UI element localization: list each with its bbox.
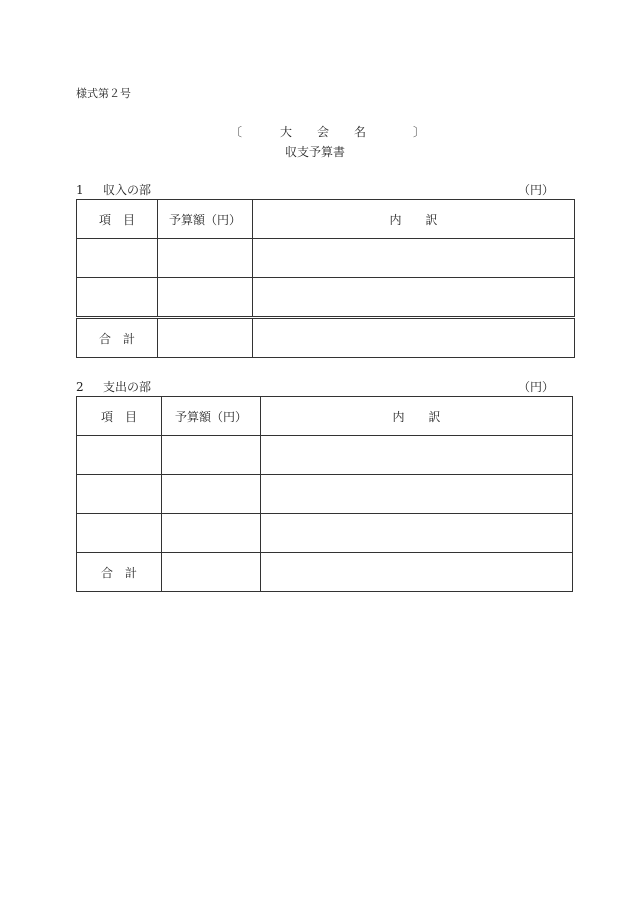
expense-total-row	[77, 553, 573, 592]
event-name-line	[230, 123, 425, 139]
expense-row-1-item[interactable]	[77, 436, 162, 475]
expense-total-breakdown[interactable]	[261, 553, 573, 592]
event-name-close-bracket: 〕	[412, 125, 425, 139]
document-title: 収支予算書	[284, 145, 345, 159]
event-name: 大会名	[280, 125, 392, 139]
expense-col-breakdown: 内 訳	[261, 397, 573, 436]
income-total-amount[interactable]	[158, 318, 253, 358]
expense-row-3-amount[interactable]	[162, 514, 261, 553]
event-name-open-bracket: 〔	[230, 125, 243, 139]
expense-unit-label: （円）	[517, 380, 554, 394]
expense-table	[76, 396, 573, 592]
income-row-1-amount[interactable]	[158, 239, 253, 278]
income-row	[77, 278, 575, 318]
income-header-row	[77, 200, 575, 239]
expense-row	[77, 514, 573, 553]
expense-section-number: 2	[76, 380, 84, 394]
expense-row	[77, 475, 573, 514]
income-total-row	[77, 318, 575, 358]
income-col-amount: 予算額（円）	[158, 200, 253, 239]
income-table	[76, 199, 575, 358]
income-total-breakdown[interactable]	[253, 318, 575, 358]
income-section-number: 1	[76, 183, 84, 197]
income-total-label: 合 計	[77, 318, 158, 358]
income-row-1-breakdown[interactable]	[253, 239, 575, 278]
expense-col-item: 項 目	[77, 397, 162, 436]
expense-header-row	[77, 397, 573, 436]
expense-row-3-item[interactable]	[77, 514, 162, 553]
expense-row-3-breakdown[interactable]	[261, 514, 573, 553]
expense-row	[77, 436, 573, 475]
expense-row-1-breakdown[interactable]	[261, 436, 573, 475]
income-row-2-breakdown[interactable]	[253, 278, 575, 318]
expense-total-label: 合 計	[77, 553, 162, 592]
income-col-breakdown: 内 訳	[253, 200, 575, 239]
expense-col-amount: 予算額（円）	[162, 397, 261, 436]
expense-row-1-amount[interactable]	[162, 436, 261, 475]
income-row-2-item[interactable]	[77, 278, 158, 318]
income-row-1-item[interactable]	[77, 239, 158, 278]
income-col-item: 項 目	[77, 200, 158, 239]
income-section-heading	[76, 181, 151, 198]
expense-total-amount[interactable]	[162, 553, 261, 592]
expense-row-2-amount[interactable]	[162, 475, 261, 514]
expense-row-2-item[interactable]	[77, 475, 162, 514]
income-row-2-amount[interactable]	[158, 278, 253, 318]
income-section-title: 収入の部	[103, 183, 152, 197]
expense-section-heading	[76, 378, 151, 395]
income-unit-label: （円）	[517, 183, 554, 197]
income-row	[77, 239, 575, 278]
expense-section-title: 支出の部	[103, 380, 152, 394]
expense-row-2-breakdown[interactable]	[261, 475, 573, 514]
form-number: 様式第２号	[76, 87, 131, 100]
